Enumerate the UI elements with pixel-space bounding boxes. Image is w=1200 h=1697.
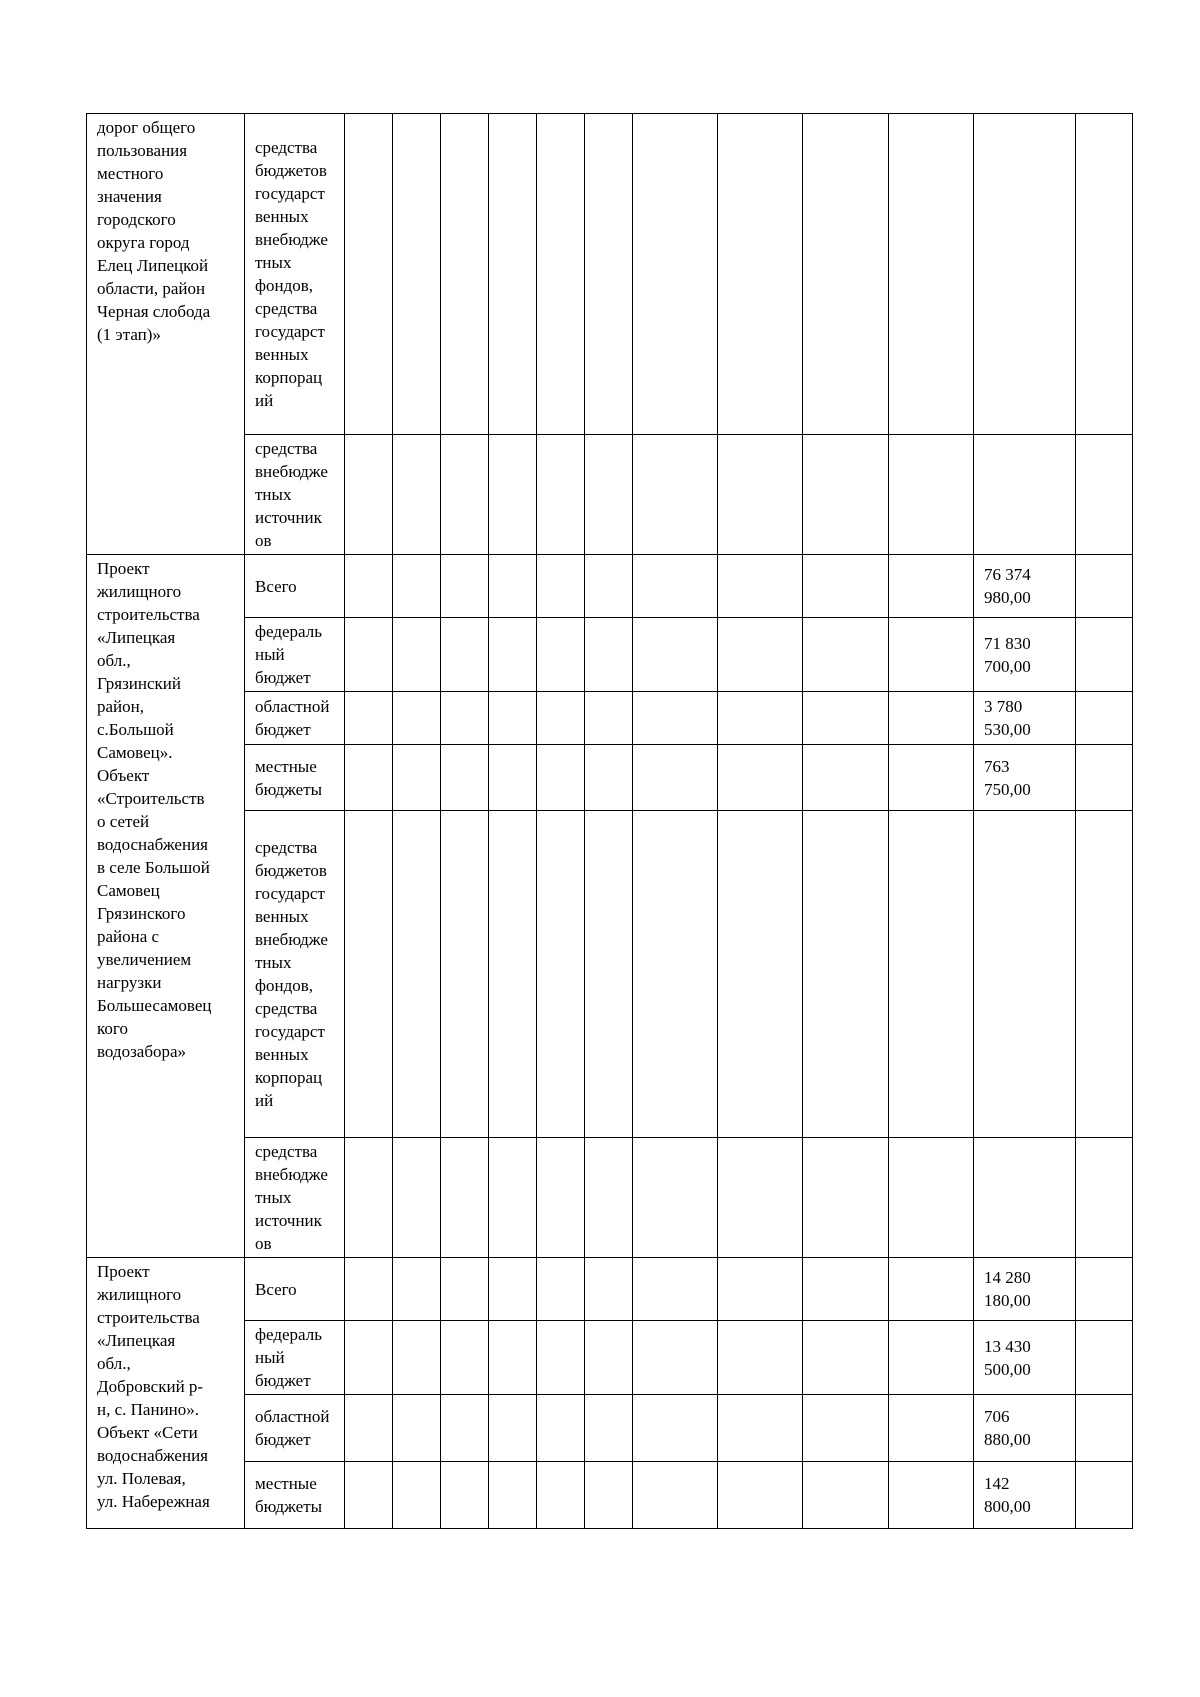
empty-cell	[889, 555, 974, 618]
empty-cell	[889, 1138, 974, 1258]
empty-cell	[441, 435, 489, 555]
empty-cell	[633, 1258, 718, 1321]
funding-source-cell: средства бюджетов государст венных внебюдже тных фондов, средства государст венных корпорац ий	[245, 811, 345, 1138]
empty-cell	[345, 1138, 393, 1258]
empty-cell	[718, 618, 803, 692]
empty-cell	[803, 618, 889, 692]
empty-cell	[393, 1462, 441, 1529]
empty-cell	[718, 811, 803, 1138]
empty-cell	[1076, 1321, 1133, 1395]
funding-source-cell: средства внебюдже тных источник ов	[245, 1138, 345, 1258]
empty-cell	[718, 745, 803, 811]
empty-cell	[345, 1258, 393, 1321]
empty-cell	[633, 1462, 718, 1529]
empty-cell	[633, 692, 718, 745]
amount-cell: 3 780 530,00	[974, 692, 1076, 745]
empty-cell	[393, 811, 441, 1138]
empty-cell	[345, 618, 393, 692]
empty-cell	[489, 692, 537, 745]
empty-cell	[633, 745, 718, 811]
empty-cell	[441, 1258, 489, 1321]
empty-cell	[585, 618, 633, 692]
amount-cell: 763 750,00	[974, 745, 1076, 811]
funding-source-cell: федераль ный бюджет	[245, 618, 345, 692]
empty-cell	[718, 1138, 803, 1258]
empty-cell	[345, 1395, 393, 1462]
empty-cell	[489, 114, 537, 435]
empty-cell	[1076, 811, 1133, 1138]
empty-cell	[803, 745, 889, 811]
amount-cell	[974, 435, 1076, 555]
empty-cell	[718, 692, 803, 745]
project-name-cell: Проект жилищного строительства «Липецкая обл., Добровский р- н, с. Панино». Объект «Сети водоснабжения ул. Полевая, ул. Набережная	[87, 1258, 245, 1529]
empty-cell	[393, 555, 441, 618]
empty-cell	[537, 435, 585, 555]
amount-cell: 71 830 700,00	[974, 618, 1076, 692]
empty-cell	[585, 1321, 633, 1395]
empty-cell	[585, 692, 633, 745]
empty-cell	[489, 435, 537, 555]
empty-cell	[537, 745, 585, 811]
empty-cell	[803, 555, 889, 618]
empty-cell	[489, 1321, 537, 1395]
empty-cell	[1076, 618, 1133, 692]
empty-cell	[803, 1395, 889, 1462]
empty-cell	[441, 114, 489, 435]
empty-cell	[393, 114, 441, 435]
empty-cell	[718, 555, 803, 618]
empty-cell	[803, 1462, 889, 1529]
empty-cell	[633, 618, 718, 692]
empty-cell	[489, 745, 537, 811]
empty-cell	[393, 745, 441, 811]
empty-cell	[718, 1462, 803, 1529]
empty-cell	[489, 555, 537, 618]
empty-cell	[1076, 692, 1133, 745]
empty-cell	[441, 555, 489, 618]
empty-cell	[1076, 555, 1133, 618]
funding-source-cell: областной бюджет	[245, 692, 345, 745]
empty-cell	[537, 555, 585, 618]
empty-cell	[633, 811, 718, 1138]
empty-cell	[803, 811, 889, 1138]
empty-cell	[718, 1395, 803, 1462]
empty-cell	[889, 1462, 974, 1529]
empty-cell	[537, 114, 585, 435]
empty-cell	[889, 618, 974, 692]
empty-cell	[633, 435, 718, 555]
amount-cell	[974, 114, 1076, 435]
project-name-cell: Проект жилищного строительства «Липецкая обл., Грязинский район, с.Большой Самовец». Объект «Строительств о сетей водоснабжения в селе Большой Самовец Грязинского района с увеличением нагрузки Большесамовец кого водозабора»	[87, 555, 245, 1258]
funding-source-cell: средства бюджетов государст венных внебюдже тных фондов, средства государст венных корпорац ий	[245, 114, 345, 435]
empty-cell	[489, 1462, 537, 1529]
empty-cell	[889, 114, 974, 435]
amount-cell: 13 430 500,00	[974, 1321, 1076, 1395]
empty-cell	[889, 435, 974, 555]
amount-cell	[974, 1138, 1076, 1258]
empty-cell	[537, 1321, 585, 1395]
empty-cell	[345, 555, 393, 618]
empty-cell	[489, 1395, 537, 1462]
empty-cell	[585, 555, 633, 618]
empty-cell	[718, 435, 803, 555]
amount-cell: 142 800,00	[974, 1462, 1076, 1529]
empty-cell	[345, 811, 393, 1138]
empty-cell	[889, 1395, 974, 1462]
empty-cell	[585, 745, 633, 811]
empty-cell	[393, 435, 441, 555]
table-row	[87, 114, 1133, 435]
funding-source-cell: областной бюджет	[245, 1395, 345, 1462]
amount-cell: 706 880,00	[974, 1395, 1076, 1462]
budget-table	[86, 113, 1133, 1529]
empty-cell	[441, 745, 489, 811]
amount-cell: 14 280 180,00	[974, 1258, 1076, 1321]
empty-cell	[633, 555, 718, 618]
empty-cell	[803, 114, 889, 435]
empty-cell	[718, 1258, 803, 1321]
empty-cell	[537, 1395, 585, 1462]
table-row	[87, 1258, 1133, 1321]
amount-cell: 76 374 980,00	[974, 555, 1076, 618]
funding-source-cell: местные бюджеты	[245, 745, 345, 811]
table-row	[87, 555, 1133, 618]
empty-cell	[585, 1258, 633, 1321]
empty-cell	[585, 1138, 633, 1258]
empty-cell	[633, 114, 718, 435]
empty-cell	[889, 1321, 974, 1395]
empty-cell	[585, 811, 633, 1138]
empty-cell	[393, 692, 441, 745]
empty-cell	[537, 618, 585, 692]
funding-source-cell: местные бюджеты	[245, 1462, 345, 1529]
empty-cell	[633, 1395, 718, 1462]
empty-cell	[441, 692, 489, 745]
empty-cell	[441, 811, 489, 1138]
amount-cell	[974, 811, 1076, 1138]
empty-cell	[489, 618, 537, 692]
empty-cell	[489, 1138, 537, 1258]
empty-cell	[1076, 1462, 1133, 1529]
empty-cell	[537, 1138, 585, 1258]
empty-cell	[1076, 1138, 1133, 1258]
empty-cell	[537, 1462, 585, 1529]
empty-cell	[345, 1321, 393, 1395]
empty-cell	[718, 114, 803, 435]
empty-cell	[1076, 114, 1133, 435]
empty-cell	[585, 1462, 633, 1529]
empty-cell	[803, 1321, 889, 1395]
empty-cell	[1076, 745, 1133, 811]
empty-cell	[1076, 435, 1133, 555]
empty-cell	[585, 435, 633, 555]
empty-cell	[803, 692, 889, 745]
empty-cell	[345, 1462, 393, 1529]
empty-cell	[345, 435, 393, 555]
empty-cell	[441, 618, 489, 692]
empty-cell	[441, 1395, 489, 1462]
empty-cell	[889, 811, 974, 1138]
empty-cell	[393, 1258, 441, 1321]
empty-cell	[393, 618, 441, 692]
empty-cell	[889, 692, 974, 745]
empty-cell	[585, 1395, 633, 1462]
empty-cell	[345, 692, 393, 745]
empty-cell	[803, 435, 889, 555]
project-name-cell: дорог общего пользования местного значения городского округа город Елец Липецкой области, район Черная слобода (1 этап)»	[87, 114, 245, 555]
empty-cell	[803, 1258, 889, 1321]
empty-cell	[489, 811, 537, 1138]
empty-cell	[393, 1138, 441, 1258]
empty-cell	[718, 1321, 803, 1395]
empty-cell	[633, 1321, 718, 1395]
funding-source-cell: федераль ный бюджет	[245, 1321, 345, 1395]
empty-cell	[889, 745, 974, 811]
empty-cell	[537, 811, 585, 1138]
empty-cell	[1076, 1395, 1133, 1462]
empty-cell	[345, 114, 393, 435]
empty-cell	[441, 1321, 489, 1395]
empty-cell	[633, 1138, 718, 1258]
empty-cell	[441, 1462, 489, 1529]
empty-cell	[537, 1258, 585, 1321]
empty-cell	[1076, 1258, 1133, 1321]
empty-cell	[537, 692, 585, 745]
funding-source-cell: Всего	[245, 1258, 345, 1321]
empty-cell	[393, 1395, 441, 1462]
empty-cell	[889, 1258, 974, 1321]
empty-cell	[441, 1138, 489, 1258]
funding-source-cell: средства внебюдже тных источник ов	[245, 435, 345, 555]
empty-cell	[803, 1138, 889, 1258]
funding-source-cell: Всего	[245, 555, 345, 618]
empty-cell	[345, 745, 393, 811]
empty-cell	[585, 114, 633, 435]
empty-cell	[393, 1321, 441, 1395]
empty-cell	[489, 1258, 537, 1321]
